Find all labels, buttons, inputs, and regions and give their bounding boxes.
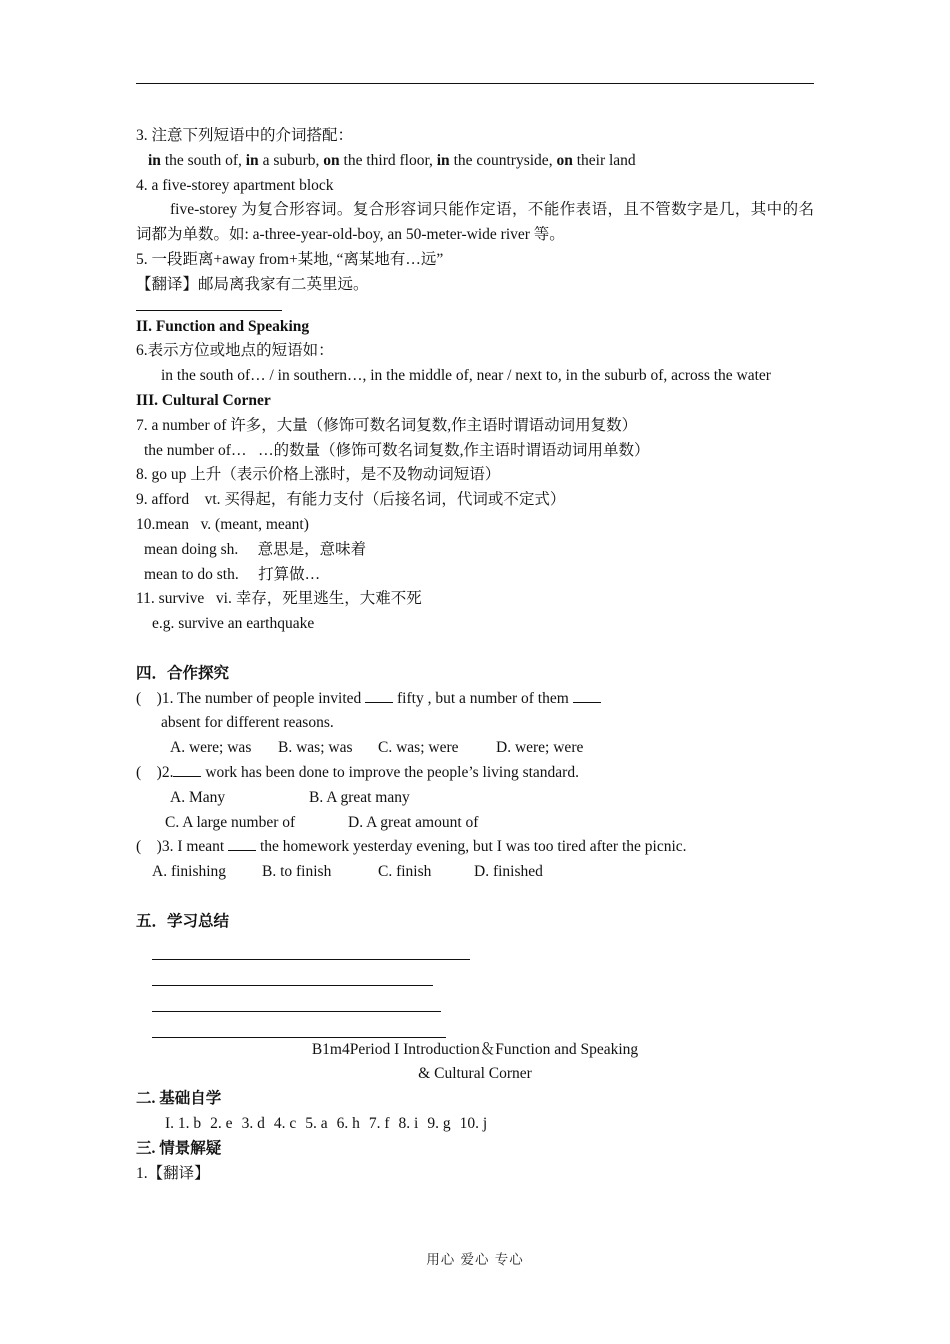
- question-2: [136, 761, 814, 786]
- item10a: mean doing sh. 意思是，意味着: [144, 540, 367, 558]
- section5-title: 五．学习总结: [136, 912, 230, 930]
- option: A. Many: [170, 788, 226, 806]
- q2-text-a: ( )2.: [136, 763, 174, 781]
- key-heading-2: 二. 基础自学: [136, 1090, 222, 1108]
- option: C. finish: [378, 863, 432, 881]
- answer: 9. g: [427, 1115, 451, 1133]
- option: D. A great amount of: [348, 813, 479, 831]
- item7b: the number of… …的数量（修饰可数名词复数,作主语时谓语动词用单数）: [144, 441, 650, 459]
- option: D. were; were: [496, 739, 584, 757]
- item8: 8. go up 上升（表示价格上涨时，是不及物动词短语）: [136, 466, 501, 484]
- item4-explain: five-storey 为复合形容词。复合形容词只能作定语，不能作表语，且不管数字是几，其中的名词都为单数。如: a-three-year-old-boy, an 50-meter-wide river 等。: [136, 201, 814, 244]
- item11-example: e.g. survive an earthquake: [152, 615, 315, 633]
- blank: [365, 688, 393, 703]
- key-title-1: B1m4Period I Introduction＆Function and Speaking: [311, 1040, 639, 1058]
- answer: 2. e: [210, 1115, 233, 1133]
- summary-line: [152, 972, 433, 986]
- header-rule: [136, 83, 814, 84]
- item4-heading: 4. a five-storey apartment block: [136, 176, 334, 194]
- item5-heading: 5. 一段距离+away from+某地, “离某地有…远”: [136, 250, 444, 268]
- key-title-2: & Cultural Corner: [418, 1065, 532, 1083]
- prep: on: [323, 151, 340, 169]
- q1-continuation: absent for different reasons.: [161, 714, 334, 732]
- question-3: [136, 835, 814, 860]
- option: D. finished: [474, 863, 543, 881]
- blank: [228, 836, 256, 851]
- answer-list: [136, 1112, 814, 1137]
- answer: 8. i: [398, 1115, 419, 1133]
- item6-text: in the south of… / in southern…, in the middle of, near / next to, in the suburb of, across the water: [161, 367, 771, 385]
- key-heading-3: 三. 情景解疑: [136, 1139, 222, 1157]
- answer: 7. f: [368, 1115, 390, 1133]
- item3-phrases: [136, 149, 814, 174]
- item6-heading: 6.表示方位或地点的短语如：: [136, 342, 334, 360]
- item3-heading: 3. 注意下列短语中的介词搭配：: [136, 127, 354, 144]
- phrase: the countryside,: [449, 151, 557, 169]
- item7a: 7. a number of 许多，大量（修饰可数名词复数,作主语时谓语动词用复数）: [136, 416, 638, 434]
- item10: 10.mean v. (meant, meant): [136, 515, 309, 533]
- option: B. was; was: [278, 739, 353, 757]
- option: A. finishing: [152, 863, 227, 881]
- question-1: [136, 687, 814, 712]
- answer: 6. h: [336, 1115, 360, 1133]
- item9: 9. afford vt. 买得起，有能力支付（后接名词，代词或不定式）: [136, 491, 566, 509]
- q3-text-a: ( )3. I meant: [136, 838, 229, 856]
- option: A. were; was: [170, 739, 252, 757]
- answer: 3. d: [241, 1115, 265, 1133]
- summary-line: [152, 998, 441, 1012]
- blank: [173, 762, 201, 777]
- answer-line: [136, 310, 282, 311]
- option: B. to finish: [262, 863, 332, 881]
- q3-text-b: the homework yesterday evening, but I was too tired after the picnic.: [256, 838, 687, 856]
- item5-translate: 【翻译】邮局离我家有二英里远。: [136, 275, 369, 293]
- q2-options-row2: [136, 811, 814, 836]
- q3-options: [136, 860, 814, 885]
- summary-line: [152, 946, 470, 960]
- answer: 4. c: [273, 1115, 297, 1133]
- q2-text-b: work has been done to improve the people’s living standard.: [201, 763, 579, 781]
- summary-line: [152, 1024, 446, 1038]
- option: C. was; were: [378, 739, 459, 757]
- prep: in: [436, 151, 450, 169]
- option: B. A great many: [309, 788, 410, 806]
- q1-text-a: ( )1. The number of people invited: [136, 689, 366, 707]
- q1-options: [136, 736, 814, 761]
- prep: in: [148, 151, 161, 169]
- option: C. A large number of: [165, 813, 296, 831]
- blank: [573, 688, 601, 703]
- document-body: [136, 124, 814, 1186]
- answer: 10. j: [459, 1115, 488, 1133]
- q2-options-row1: [136, 786, 814, 811]
- phrase: the third floor,: [339, 151, 437, 169]
- page-footer: 用心 爱心 专心: [426, 1252, 524, 1268]
- section2-title: II. Function and Speaking: [136, 317, 310, 335]
- phrase: a suburb,: [258, 151, 324, 169]
- answer: I. 1. b: [165, 1115, 202, 1133]
- item11: 11. survive vi. 幸存，死里逃生，大难不死: [136, 590, 422, 608]
- prep: in: [245, 151, 259, 169]
- answer: 5. a: [305, 1115, 328, 1133]
- prep: on: [556, 151, 573, 169]
- item10b: mean to do sth. 打算做…: [144, 565, 321, 583]
- section3-title: III. Cultural Corner: [136, 391, 271, 409]
- phrase: the south of,: [160, 151, 246, 169]
- key-item-1: 1.【翻译】: [136, 1164, 210, 1182]
- q1-text-b: fifty , but a number of them: [393, 689, 573, 707]
- phrase: their land: [572, 151, 636, 169]
- section4-title: 四．合作探究: [136, 664, 230, 682]
